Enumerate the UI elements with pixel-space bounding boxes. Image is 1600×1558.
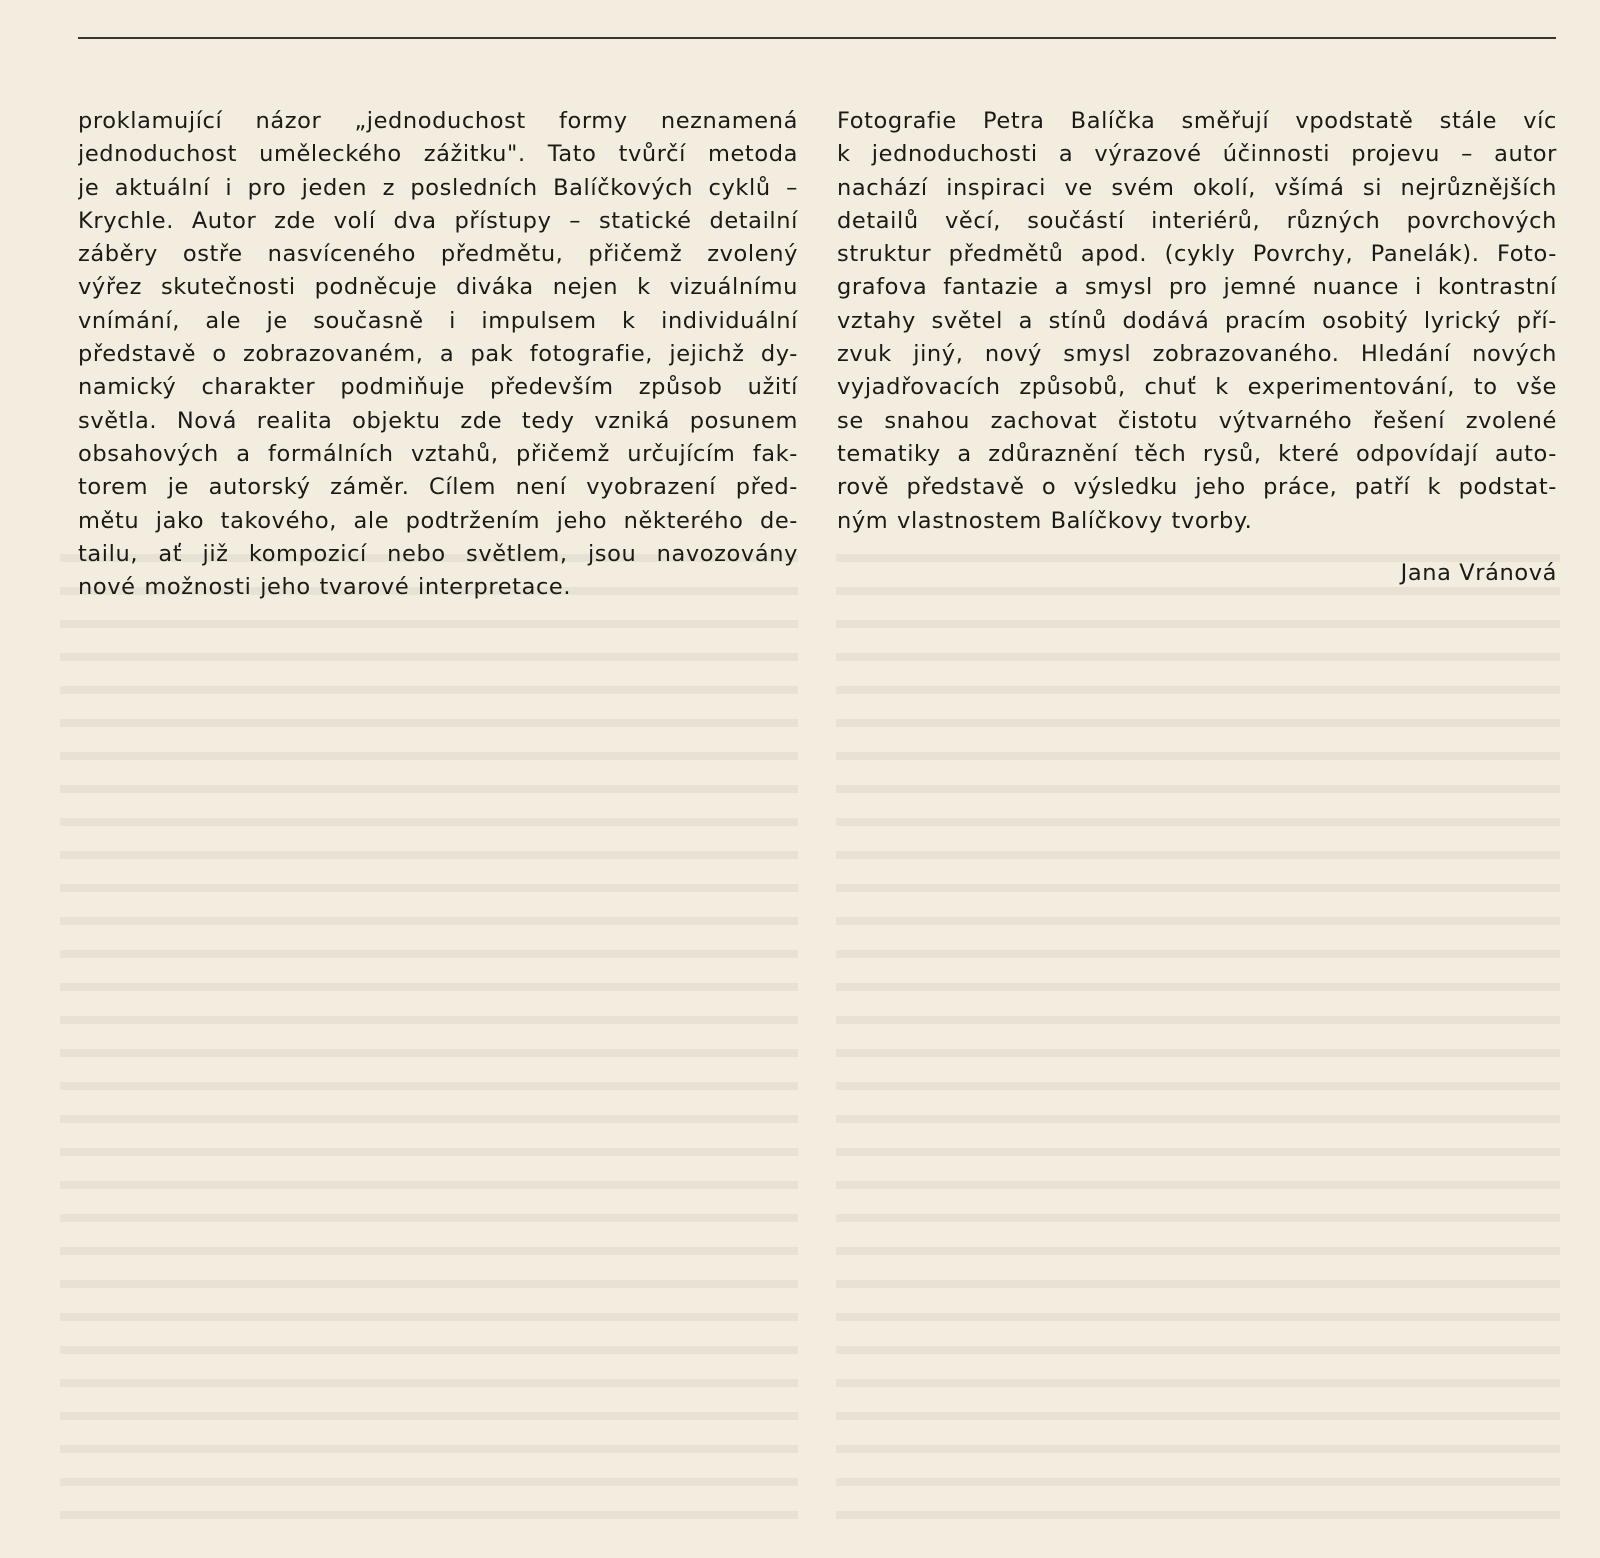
text-line: rově představě o výsledku jeho práce, patří k podstat- (837, 474, 1557, 501)
text-line: záběry ostře nasvíceného předmětu, přičemž zvolený (78, 241, 798, 268)
top-rule (78, 37, 1556, 39)
left-column (78, 105, 798, 604)
text-line: nachází inspiraci ve svém okolí, všímá si nejrůznějších (837, 174, 1557, 201)
text-line: vyjadřovacích způsobů, chuť k experimentování, to vše (837, 374, 1557, 401)
text-line: torem je autorský záměr. Cílem není vyobrazení před- (78, 474, 798, 501)
text-line: Fotografie Petra Balíčka směřují vpodstatě stále víc (837, 108, 1557, 134)
text-line: Krychle. Autor zde volí dva přístupy – statické detailní (78, 207, 798, 234)
text-line: je aktuální i pro jeden z posledních Balíčkových cyklů – (78, 174, 798, 201)
text-line: k jednoduchosti a výrazové účinnosti projevu – autor (837, 141, 1557, 168)
text-line: tailu, ať již kompozicí nebo světlem, jsou navozovány (78, 540, 798, 567)
text-line: představě o zobrazovaném, a pak fotografie, jejichž dy- (78, 341, 798, 368)
author-signature: Jana Vránová (1400, 559, 1557, 586)
text-line: výřez skutečnosti podněcuje diváka nejen k vizuálnímu (78, 274, 798, 301)
show-through-gutter (798, 540, 836, 1530)
text-line: obsahových a formálních vztahů, přičemž určujícím fak- (78, 440, 798, 467)
text-line: proklamující názor „jednoduchost formy neznamená (78, 108, 798, 134)
text-line: světla. Nová realita objektu zde tedy vzniká posunem (78, 407, 798, 434)
text-line: detailů věcí, součástí interiérů, různých povrchových (837, 207, 1557, 234)
text-line: namický charakter podmiňuje především způsob užití (78, 374, 798, 401)
text-line: tematiky a zdůraznění těch rysů, které odpovídají auto- (837, 440, 1557, 467)
text-line: jednoduchost uměleckého zážitku". Tato tvůrčí metoda (78, 141, 798, 168)
left-paragraph (78, 105, 798, 604)
right-column (837, 105, 1557, 590)
text-line-last: nové možnosti jeho tvarové interpretace. (78, 574, 572, 601)
right-paragraph (837, 105, 1557, 538)
text-line: grafova fantazie a smysl pro jemné nuance i kontrastní (837, 274, 1557, 301)
text-line: vztahy světel a stínů dodává pracím osobitý lyrický pří- (837, 307, 1557, 334)
text-line: struktur předmětů apod. (cykly Povrchy, Panelák). Foto- (837, 241, 1557, 268)
text-line: vnímání, ale je současně i impulsem k individuální (78, 307, 798, 334)
text-line: zvuk jiný, nový smysl zobrazovaného. Hledání nových (837, 341, 1557, 368)
text-line-last: ným vlastnostem Balíčkovy tvorby. (837, 507, 1253, 534)
text-line: se snahou zachovat čistotu výtvarného řešení zvolené (837, 407, 1557, 434)
text-line: mětu jako takového, ale podtržením jeho některého de- (78, 507, 798, 534)
